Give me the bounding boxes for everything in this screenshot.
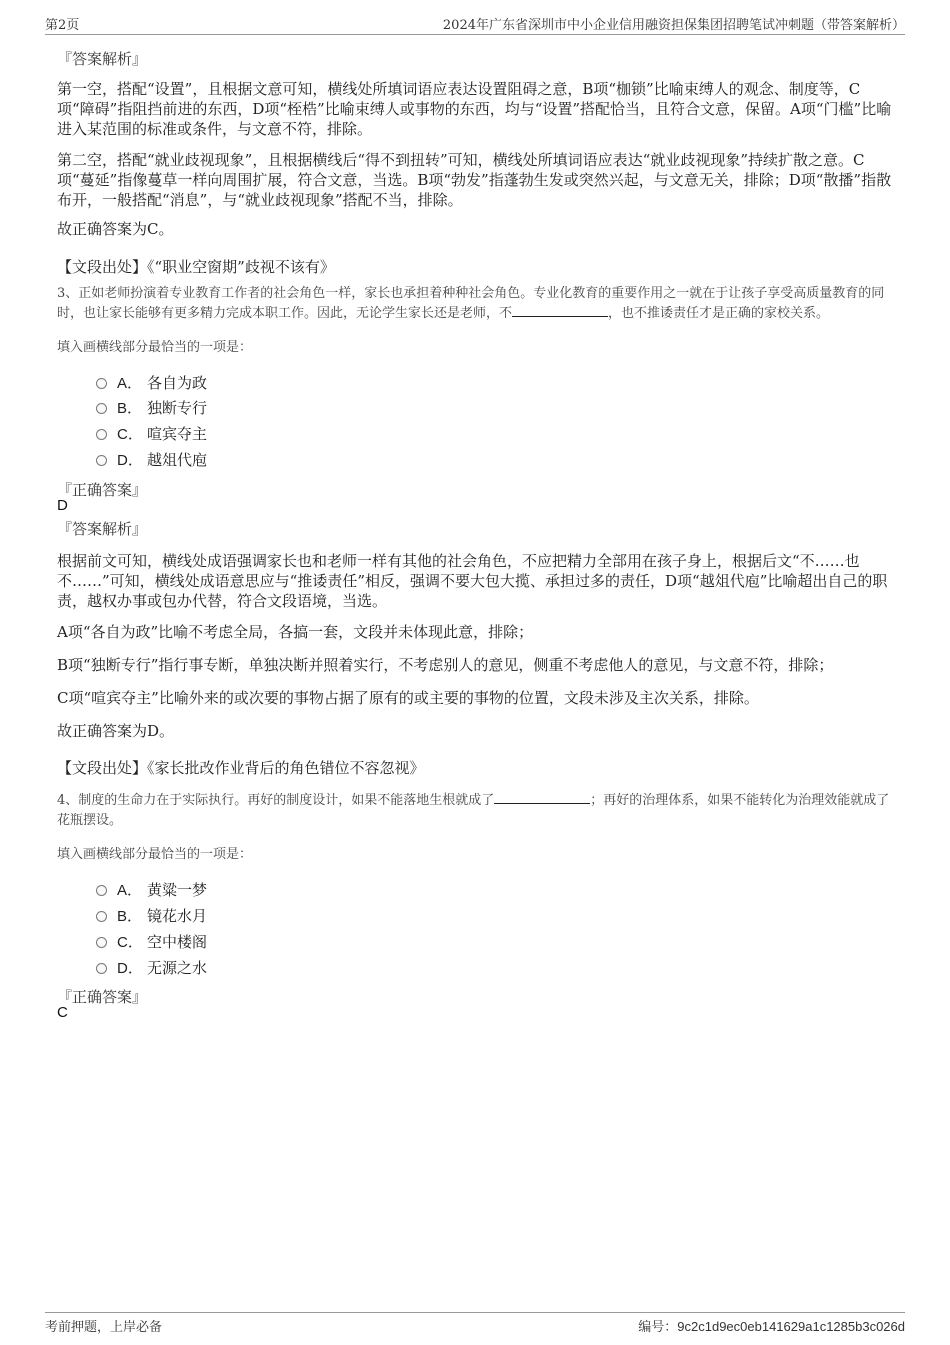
q4-stem xyxy=(57,791,897,831)
q3-option-a[interactable]: A． 各自为政 xyxy=(96,372,207,394)
q3-correct-label: 『正确答案』 xyxy=(57,481,148,499)
page-number: 第2页 xyxy=(45,18,80,33)
radio-icon[interactable] xyxy=(96,885,107,896)
q3-source: 【文段出处】《家长批改作业背后的角色错位不容忽视》 xyxy=(57,759,425,777)
q3-conclusion: 故正确答案为D。 xyxy=(57,722,175,740)
q2-analysis-label: 『答案解析』 xyxy=(57,50,148,68)
q4-option-c[interactable]: C． 空中楼阁 xyxy=(96,931,207,953)
radio-icon[interactable] xyxy=(96,455,107,466)
q2-conclusion: 故正确答案为C。 xyxy=(57,220,174,238)
q2-analysis-paragraph-2: 第二空，搭配“就业歧视现象”，且根据横线后“得不到扭转”可知，横线处所填词语应表达“就业歧视现象”持续扩散之意。C项“蔓延”指像蔓草一样向周围扩展，符合文意，当选。B项“勃发”指蓬勃生发或突然兴起，与文意无关，排除；D项“散播”指散布开，一般搭配“消息”，与“就业歧视现象”搭配不当，排除。 xyxy=(57,151,892,209)
q2-source: 【文段出处】《“职业空窗期”歧视不该有》 xyxy=(57,258,335,276)
footer-code-value: 9c2c1d9ec0eb141629a1c1285b3c026d xyxy=(677,1319,905,1334)
q3-stem xyxy=(57,284,897,324)
q3-analysis-paragraph-4: C项“喧宾夺主”比喻外来的或次要的事物占据了原有的或主要的事物的位置，文段未涉及主次关系，排除。 xyxy=(57,689,759,707)
radio-icon[interactable] xyxy=(96,937,107,948)
radio-icon[interactable] xyxy=(96,429,107,440)
radio-icon[interactable] xyxy=(96,403,107,414)
q3-option-b[interactable]: B． 独断专行 xyxy=(96,397,207,419)
q3-stem-part-1: 3、正如老师扮演着专业教育工作者的社会角色一样，家长也承担着种种社会角色。专业化教育的重要作用之一就在于让孩子享受高质量教育的同时，也让家长能够有更多精力完成本职工作。因此，无论学生家长还是老师，不 xyxy=(57,286,885,321)
radio-icon[interactable] xyxy=(96,911,107,922)
page-header xyxy=(45,14,905,35)
q3-option-d[interactable]: D． 越俎代庖 xyxy=(96,449,207,471)
q4-stem-part-1: 4、制度的生命力在于实际执行。再好的制度设计，如果不能落地生根就成了 xyxy=(57,793,495,808)
q4-correct-label: 『正确答案』 xyxy=(57,988,148,1006)
q3-prompt: 填入画横线部分最恰当的一项是： xyxy=(57,340,253,355)
q4-stem-part-2: ；再好的治理体系，如果不能转化为治理效能就成了花瓶摆设。 xyxy=(57,793,890,828)
q2-analysis-paragraph-1: 第一空，搭配“设置”，且根据文意可知，横线处所填词语应表达设置阻碍之意，B项“枷锁”比喻束缚人的观念、制度等，C项“障碍”指阻挡前进的东西，D项“桎梏”比喻束缚人或事物的东西，均与“设置”搭配恰当，且符合文意，保留。A项“门槛”比喻进入某范围的标准或条件，与文意不符，排除。 xyxy=(57,80,892,138)
q3-analysis-paragraph-2: A项“各自为政”比喻不考虑全局，各搞一套，文段并未体现此意，排除； xyxy=(57,623,534,641)
radio-icon[interactable] xyxy=(96,378,107,389)
q3-stem-part-2: ，也不推诿责任才是正确的家校关系。 xyxy=(608,306,830,321)
document-title: 2024年广东省深圳市中小企业信用融资担保集团招聘笔试冲刺题（带答案解析） xyxy=(442,18,905,33)
radio-icon[interactable] xyxy=(96,963,107,974)
q4-option-a[interactable]: A． 黄粱一梦 xyxy=(96,879,207,901)
footer-code-label: 编号： xyxy=(638,1320,678,1335)
q3-correct-answer: D xyxy=(57,497,68,514)
q4-option-b[interactable]: B． 镜花水月 xyxy=(96,905,207,927)
page-footer xyxy=(45,1312,905,1335)
q3-answer-blank xyxy=(512,304,608,317)
q3-analysis-label: 『答案解析』 xyxy=(57,520,148,538)
q4-correct-answer: C xyxy=(57,1004,68,1021)
q4-answer-blank xyxy=(494,791,590,804)
footer-code xyxy=(638,1316,905,1335)
footer-slogan: 考前押题，上岸必备 xyxy=(45,1320,163,1335)
q4-option-d[interactable]: D． 无源之水 xyxy=(96,957,207,979)
q3-analysis-paragraph-1: 根据前文可知，横线处成语强调家长也和老师一样有其他的社会角色，不应把精力全部用在孩子身上，根据后文“不……也不……”可知，横线处成语意思应与“推诿责任”相反，强调不要大包大揽、承担过多的责任，D项“越俎代庖”比喻超出自己的职责，越权办事或包办代替，符合文段语境，当选。 xyxy=(57,552,888,610)
q3-option-c[interactable]: C． 喧宾夺主 xyxy=(96,423,207,445)
q3-analysis-paragraph-3: B项“独断专行”指行事专断，单独决断并照着实行，不考虑别人的意见，侧重不考虑他人的意见，与文意不符，排除； xyxy=(57,656,834,674)
q4-prompt: 填入画横线部分最恰当的一项是： xyxy=(57,847,253,862)
